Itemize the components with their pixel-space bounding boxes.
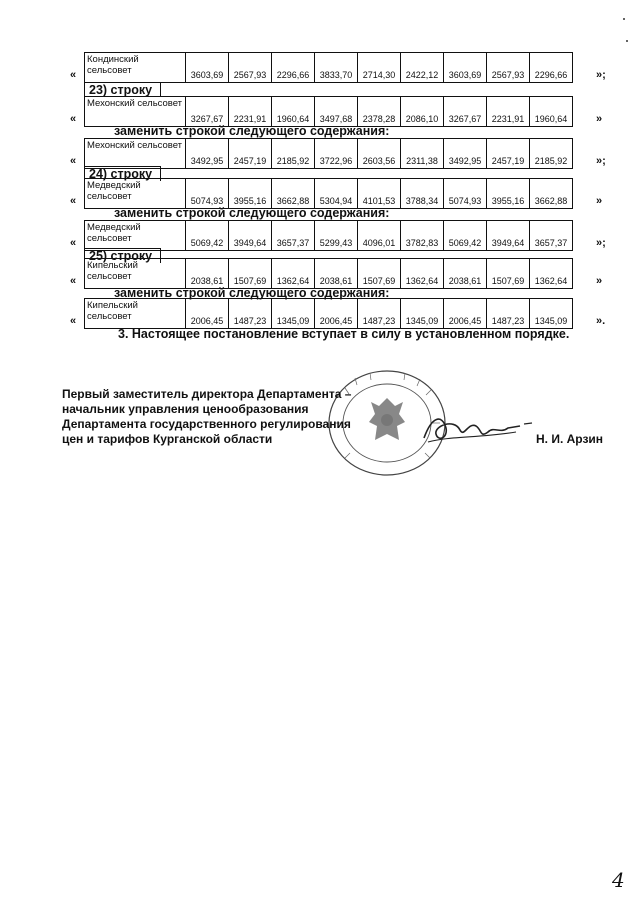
cell-value: 1345,09 — [530, 299, 573, 329]
tariff-row-table — [84, 178, 573, 209]
cell-value: 2185,92 — [272, 139, 315, 169]
row-name: Кипельский сельсовет — [85, 259, 186, 289]
quote-close: »; — [596, 237, 606, 249]
caption-item-25: 25) строку — [84, 248, 161, 263]
cell-value: 3955,16 — [229, 179, 272, 209]
cell-value: 5069,42 — [186, 221, 229, 251]
cell-value: 2457,19 — [229, 139, 272, 169]
quote-open: « — [70, 155, 77, 167]
cell-value: 3788,34 — [401, 179, 444, 209]
cell-value: 2422,12 — [401, 53, 444, 83]
cell-value: 3492,95 — [444, 139, 487, 169]
cell-value: 1507,69 — [358, 259, 401, 289]
cell-value: 2378,28 — [358, 97, 401, 127]
quote-close: »; — [596, 155, 606, 167]
table-row — [85, 221, 573, 251]
cell-value: 2006,45 — [444, 299, 487, 329]
cell-value: 3492,95 — [186, 139, 229, 169]
quote-close: » — [596, 113, 603, 125]
cell-value: 5299,43 — [315, 221, 358, 251]
cell-value: 1487,23 — [358, 299, 401, 329]
tariff-row-table — [84, 138, 573, 169]
caption-item-23: 23) строку — [84, 82, 161, 97]
row-name: Мехонский сельсовет — [85, 97, 186, 127]
cell-value: 3657,37 — [272, 221, 315, 251]
cell-value: 2038,61 — [444, 259, 487, 289]
cell-value: 3267,67 — [186, 97, 229, 127]
quote-open: « — [70, 315, 77, 327]
cell-value: 3603,69 — [186, 53, 229, 83]
row-name: Медведский сельсовет — [85, 221, 186, 251]
cell-value: 1345,09 — [272, 299, 315, 329]
caption-item-24: 24) строку — [84, 166, 161, 181]
row-name: Кондинский сельсовет — [85, 53, 186, 83]
cell-value: 4096,01 — [358, 221, 401, 251]
quote-open: « — [70, 69, 77, 81]
cell-value: 2567,93 — [487, 53, 530, 83]
cell-value: 3497,68 — [315, 97, 358, 127]
cell-value: 2006,45 — [315, 299, 358, 329]
paragraph-3: 3. Настоящее постановление вступает в силу в установленном порядке. — [118, 327, 570, 341]
table-row — [85, 179, 573, 209]
cell-value: 1362,64 — [272, 259, 315, 289]
cell-value: 1487,23 — [229, 299, 272, 329]
signatory-title-line-2: начальник управления ценообразования — [62, 402, 309, 416]
cell-value: 5074,93 — [186, 179, 229, 209]
cell-value: 5069,42 — [444, 221, 487, 251]
quote-open: « — [70, 275, 77, 287]
cell-value: 2603,56 — [358, 139, 401, 169]
signatory-title-line-3: Департамента государственного регулирования — [62, 417, 351, 431]
signatory-title-line-4: цен и тарифов Курганской области — [62, 432, 273, 446]
tariff-row-table — [84, 96, 573, 127]
row-name: Мехонский сельсовет — [85, 139, 186, 169]
signatory-name: Н. И. Арзин — [536, 432, 604, 446]
tariff-row-table — [84, 298, 573, 329]
cell-value: 1362,64 — [401, 259, 444, 289]
quote-close: ». — [596, 315, 606, 327]
cell-value: 2311,38 — [401, 139, 444, 169]
cell-value: 3782,83 — [401, 221, 444, 251]
cell-value: 2567,93 — [229, 53, 272, 83]
quote-open: « — [70, 195, 77, 207]
cell-value: 1507,69 — [487, 259, 530, 289]
cell-value: 2714,30 — [358, 53, 401, 83]
quote-close: »; — [596, 69, 606, 81]
quote-open: « — [70, 237, 77, 249]
table-row — [85, 53, 573, 83]
cell-value: 1960,64 — [272, 97, 315, 127]
cell-value: 1960,64 — [530, 97, 573, 127]
cell-value: 2006,45 — [186, 299, 229, 329]
cell-value: 3949,64 — [487, 221, 530, 251]
caption-replace: заменить строкой следующего содержания: — [114, 206, 390, 220]
cell-value: 1345,09 — [401, 299, 444, 329]
caption-replace: заменить строкой следующего содержания: — [114, 124, 390, 138]
cell-value: 3657,37 — [530, 221, 573, 251]
tariff-row-table — [84, 52, 573, 83]
cell-value: 1507,69 — [229, 259, 272, 289]
cell-value: 3722,96 — [315, 139, 358, 169]
table-row — [85, 299, 573, 329]
row-name: Медведский сельсовет — [85, 179, 186, 209]
table-row — [85, 139, 573, 169]
table-row — [85, 259, 573, 289]
signatory-title-line-1: Первый заместитель директора Департамента – — [62, 387, 352, 401]
cell-value: 2296,66 — [272, 53, 315, 83]
cell-value: 3662,88 — [530, 179, 573, 209]
caption-replace: заменить строкой следующего содержания: — [114, 286, 390, 300]
cell-value: 2038,61 — [186, 259, 229, 289]
quote-close: » — [596, 195, 603, 207]
cell-value: 3949,64 — [229, 221, 272, 251]
tariff-row-table — [84, 220, 573, 251]
cell-value: 2086,10 — [401, 97, 444, 127]
cell-value: 3603,69 — [444, 53, 487, 83]
cell-value: 5074,93 — [444, 179, 487, 209]
scan-speck — [623, 18, 625, 20]
cell-value: 3267,67 — [444, 97, 487, 127]
cell-value: 5304,94 — [315, 179, 358, 209]
cell-value: 2185,92 — [530, 139, 573, 169]
quote-close: » — [596, 275, 603, 287]
signature-icon — [420, 408, 535, 448]
row-name: Кипельский сельсовет — [85, 299, 186, 329]
quote-open: « — [70, 113, 77, 125]
scan-speck — [626, 40, 628, 42]
cell-value: 4101,53 — [358, 179, 401, 209]
cell-value: 2231,91 — [487, 97, 530, 127]
table-row — [85, 97, 573, 127]
cell-value: 2231,91 — [229, 97, 272, 127]
cell-value: 3833,70 — [315, 53, 358, 83]
page-number: 4 — [612, 868, 625, 892]
cell-value: 2038,61 — [315, 259, 358, 289]
cell-value: 2457,19 — [487, 139, 530, 169]
cell-value: 1487,23 — [487, 299, 530, 329]
cell-value: 3662,88 — [272, 179, 315, 209]
cell-value: 1362,64 — [530, 259, 573, 289]
cell-value: 2296,66 — [530, 53, 573, 83]
cell-value: 3955,16 — [487, 179, 530, 209]
tariff-row-table — [84, 258, 573, 289]
